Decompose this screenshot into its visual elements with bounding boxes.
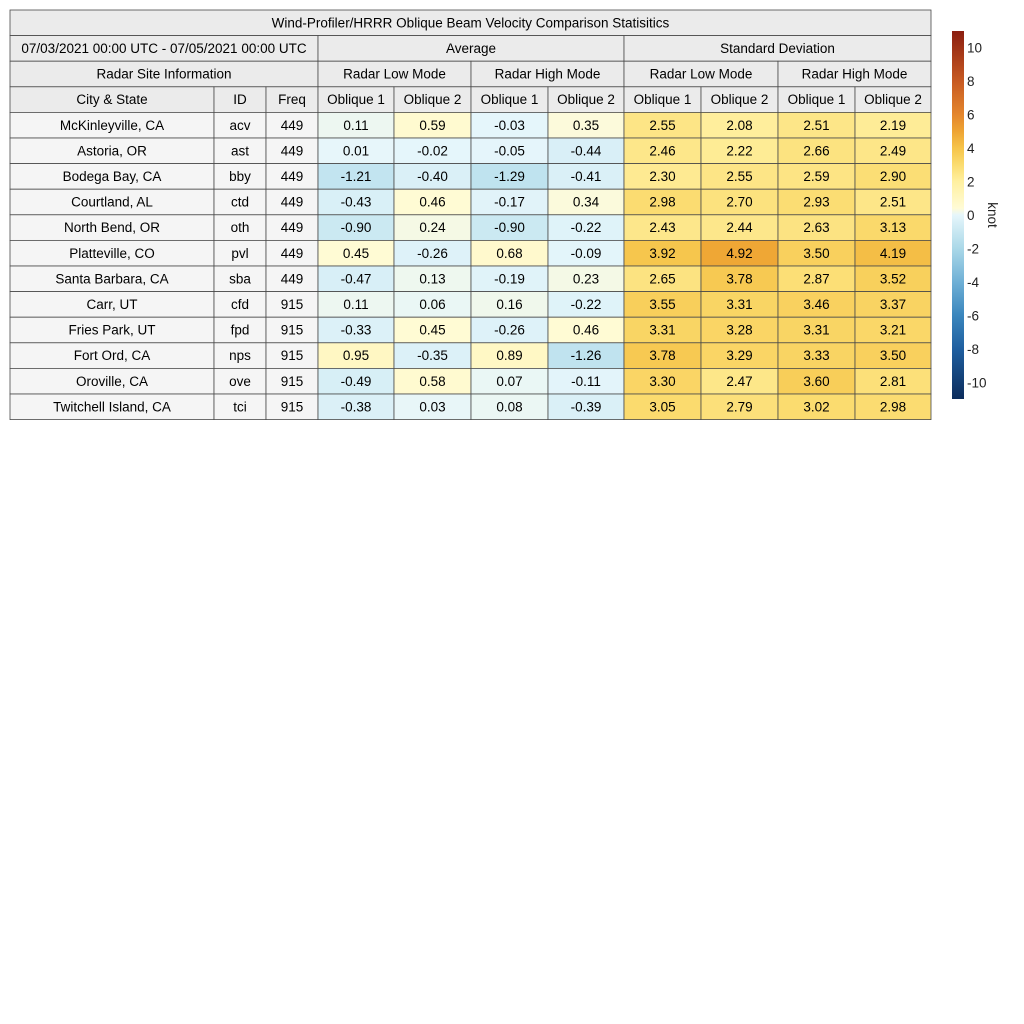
row-9-value-1: -0.35 <box>417 348 448 364</box>
row-3-value-0: -0.43 <box>340 194 372 210</box>
row-0-value-7: 2.19 <box>879 117 907 133</box>
row-11-value-1: 0.03 <box>419 399 446 415</box>
row-1-value-5: 2.22 <box>726 143 753 159</box>
colorbar-tick-5: 0 <box>967 208 975 223</box>
colorbar-tick-4: 2 <box>967 174 975 190</box>
row-0-id: acv <box>229 117 251 133</box>
row-10-value-1: 0.58 <box>419 373 446 389</box>
row-1-value-2: -0.05 <box>494 143 525 159</box>
row-11-id: tci <box>233 399 247 415</box>
column-header-3: Oblique 1 <box>327 92 385 108</box>
row-11-value-6: 3.02 <box>803 399 830 415</box>
row-0-value-3: 0.35 <box>572 117 600 133</box>
row-3-value-2: -0.17 <box>494 194 525 210</box>
row-8-id: fpd <box>230 322 250 338</box>
mode-label-1: Radar High Mode <box>494 66 601 82</box>
colorbar-tick-3: 4 <box>967 141 975 157</box>
row-8-value-0: -0.33 <box>340 322 372 338</box>
row-4-value-7: 3.13 <box>879 220 907 236</box>
row-0-city: McKinleyville, CA <box>59 117 165 133</box>
row-3-value-4: 2.98 <box>649 194 676 210</box>
row-6-value-6: 2.87 <box>803 271 830 287</box>
row-0-value-5: 2.08 <box>726 117 753 133</box>
colorbar-tick-2: 6 <box>967 107 975 123</box>
row-7-value-7: 3.37 <box>879 297 907 312</box>
mode-label-0: Radar Low Mode <box>343 66 446 82</box>
row-4-freq: 449 <box>280 220 304 236</box>
row-4-city: North Bend, OR <box>63 220 161 236</box>
row-8-freq: 915 <box>280 322 304 338</box>
row-0-value-1: 0.59 <box>419 117 446 133</box>
row-4-value-4: 2.43 <box>649 220 676 236</box>
mode-label-3: Radar High Mode <box>801 66 908 82</box>
row-9-freq: 915 <box>280 348 304 364</box>
row-5-value-1: -0.26 <box>417 245 448 261</box>
row-3-value-7: 2.51 <box>879 194 907 210</box>
row-1-value-7: 2.49 <box>879 143 907 159</box>
row-2-value-3: -0.41 <box>570 169 602 184</box>
row-2-value-6: 2.59 <box>803 169 830 184</box>
row-10-value-7: 2.81 <box>879 373 907 389</box>
row-5-id: pvl <box>231 245 249 261</box>
row-0-value-2: -0.03 <box>494 117 525 133</box>
row-3-value-1: 0.46 <box>419 194 446 210</box>
row-5-city: Platteville, CO <box>69 245 155 261</box>
row-9-city: Fort Ord, CA <box>73 348 151 364</box>
row-7-value-4: 3.55 <box>649 297 676 312</box>
row-9-value-6: 3.33 <box>803 348 830 364</box>
row-9-value-2: 0.89 <box>496 348 523 364</box>
row-8-value-7: 3.21 <box>879 322 907 338</box>
row-4-value-6: 2.63 <box>803 220 830 236</box>
row-3-value-5: 2.70 <box>726 194 753 210</box>
row-6-id: sba <box>229 271 251 287</box>
row-7-value-2: 0.16 <box>496 297 523 312</box>
row-10-city: Oroville, CA <box>75 373 149 389</box>
row-8-value-6: 3.31 <box>803 322 830 338</box>
column-header-9: Oblique 1 <box>787 92 846 108</box>
row-7-value-5: 3.31 <box>726 297 753 312</box>
colorbar-tick-7: -4 <box>967 274 980 290</box>
row-6-value-7: 3.52 <box>879 271 907 287</box>
row-6-value-4: 2.65 <box>649 271 676 287</box>
row-4-id: oth <box>230 220 250 236</box>
column-header-5: Oblique 1 <box>480 92 539 108</box>
row-1-value-6: 2.66 <box>803 143 830 159</box>
row-6-city: Santa Barbara, CA <box>55 271 169 287</box>
row-11-value-3: -0.39 <box>570 399 602 415</box>
row-7-id: cfd <box>230 297 250 312</box>
row-8-value-1: 0.45 <box>419 322 446 338</box>
row-5-value-3: -0.09 <box>570 245 602 261</box>
row-8-value-2: -0.26 <box>494 322 525 338</box>
row-4-value-0: -0.90 <box>340 220 372 236</box>
table-title: Wind-Profiler/HRRR Oblique Beam Velocity Comparison Statisitics <box>271 15 670 31</box>
row-0-value-4: 2.55 <box>649 117 676 133</box>
column-header-1: ID <box>233 92 247 108</box>
row-7-value-6: 3.46 <box>803 297 830 312</box>
row-7-city: Carr, UT <box>86 297 138 312</box>
row-5-value-5: 4.92 <box>726 245 753 261</box>
row-3-city: Courtland, AL <box>71 194 153 210</box>
row-10-value-5: 2.47 <box>726 373 753 389</box>
row-2-value-0: -1.21 <box>340 169 372 184</box>
column-header-2: Freq <box>278 92 306 108</box>
row-7-value-1: 0.06 <box>419 297 446 312</box>
row-6-freq: 449 <box>280 271 304 287</box>
row-3-value-3: 0.34 <box>572 194 600 210</box>
row-8-value-3: 0.46 <box>572 322 600 338</box>
row-8-value-5: 3.28 <box>726 322 753 338</box>
row-11-value-5: 2.79 <box>726 399 753 415</box>
row-4-value-2: -0.90 <box>494 220 525 236</box>
row-2-value-1: -0.40 <box>417 169 448 184</box>
row-2-value-5: 2.55 <box>726 169 753 184</box>
row-7-value-0: 0.11 <box>343 297 369 312</box>
row-5-freq: 449 <box>280 245 304 261</box>
row-1-city: Astoria, OR <box>77 143 147 159</box>
row-6-value-3: 0.23 <box>572 271 600 287</box>
colorbar-tick-0: 10 <box>967 40 983 56</box>
colorbar-tick-6: -2 <box>967 241 980 257</box>
row-0-value-6: 2.51 <box>803 117 830 133</box>
row-2-value-4: 2.30 <box>649 169 676 184</box>
column-header-4: Oblique 2 <box>403 92 462 108</box>
row-11-city: Twitchell Island, CA <box>53 399 171 415</box>
row-9-value-5: 3.29 <box>726 348 753 364</box>
row-5-value-7: 4.19 <box>879 245 907 261</box>
row-10-freq: 915 <box>280 373 304 389</box>
row-10-value-2: 0.07 <box>496 373 523 389</box>
row-7-value-3: -0.22 <box>570 297 602 312</box>
row-3-value-6: 2.93 <box>803 194 830 210</box>
row-9-value-0: 0.95 <box>342 348 370 364</box>
colorbar-tick-9: -8 <box>967 341 980 357</box>
colorbar-tick-10: -10 <box>967 375 987 391</box>
row-6-value-1: 0.13 <box>419 271 446 287</box>
row-9-value-7: 3.50 <box>879 348 907 364</box>
row-8-value-4: 3.31 <box>649 322 676 338</box>
row-5-value-2: 0.68 <box>496 245 523 261</box>
row-9-value-3: -1.26 <box>570 348 602 364</box>
colorbar-tick-1: 8 <box>967 74 975 90</box>
row-8-city: Fries Park, UT <box>68 322 156 338</box>
row-11-value-0: -0.38 <box>340 399 372 415</box>
row-5-value-6: 3.50 <box>803 245 830 261</box>
row-10-value-0: -0.49 <box>340 373 372 389</box>
column-header-0: City & State <box>76 92 148 108</box>
row-9-id: nps <box>229 348 251 364</box>
row-11-freq: 915 <box>280 399 304 415</box>
row-6-value-5: 3.78 <box>726 271 753 287</box>
row-0-freq: 449 <box>280 117 304 133</box>
row-10-value-6: 3.60 <box>803 373 830 389</box>
row-11-value-2: 0.08 <box>496 399 523 415</box>
row-11-value-7: 2.98 <box>879 399 907 415</box>
colorbar <box>952 31 964 399</box>
group-label-std: Standard Deviation <box>720 41 835 56</box>
row-10-value-4: 3.30 <box>649 373 676 389</box>
row-2-id: bby <box>229 169 251 184</box>
row-10-id: ove <box>229 373 251 389</box>
row-11-value-4: 3.05 <box>649 399 676 415</box>
row-1-value-3: -0.44 <box>570 143 602 159</box>
site-group-label: Radar Site Information <box>96 66 232 82</box>
row-3-id: ctd <box>230 194 250 210</box>
row-4-value-5: 2.44 <box>726 220 753 236</box>
row-4-value-1: 0.24 <box>419 220 446 236</box>
column-header-6: Oblique 2 <box>557 92 615 108</box>
row-6-value-0: -0.47 <box>340 271 372 287</box>
mode-label-2: Radar Low Mode <box>649 66 753 82</box>
row-2-value-2: -1.29 <box>494 169 525 184</box>
row-0-value-0: 0.11 <box>343 117 369 133</box>
row-7-freq: 915 <box>280 297 304 312</box>
date-range: 07/03/2021 00:00 UTC - 07/05/2021 00:00 UTC <box>21 41 307 56</box>
row-9-value-4: 3.78 <box>649 348 676 364</box>
column-header-8: Oblique 2 <box>710 92 769 108</box>
row-10-value-3: -0.11 <box>571 373 601 389</box>
group-label-average: Average <box>445 41 497 56</box>
row-2-value-7: 2.90 <box>879 169 907 184</box>
column-header-7: Oblique 1 <box>633 92 692 108</box>
row-5-value-4: 3.92 <box>649 245 676 261</box>
row-5-value-0: 0.45 <box>342 245 370 261</box>
row-2-city: Bodega Bay, CA <box>62 169 162 184</box>
row-1-value-0: 0.01 <box>342 143 370 159</box>
row-4-value-3: -0.22 <box>570 220 602 236</box>
column-header-10: Oblique 2 <box>864 92 922 108</box>
colorbar-label: knot <box>985 202 1000 228</box>
row-1-value-1: -0.02 <box>417 143 448 159</box>
row-1-value-4: 2.46 <box>649 143 676 159</box>
row-1-id: ast <box>230 143 250 159</box>
row-3-freq: 449 <box>280 194 304 210</box>
colorbar-tick-8: -6 <box>967 308 980 324</box>
row-2-freq: 449 <box>280 169 304 184</box>
row-1-freq: 449 <box>280 143 304 159</box>
row-6-value-2: -0.19 <box>494 271 525 287</box>
